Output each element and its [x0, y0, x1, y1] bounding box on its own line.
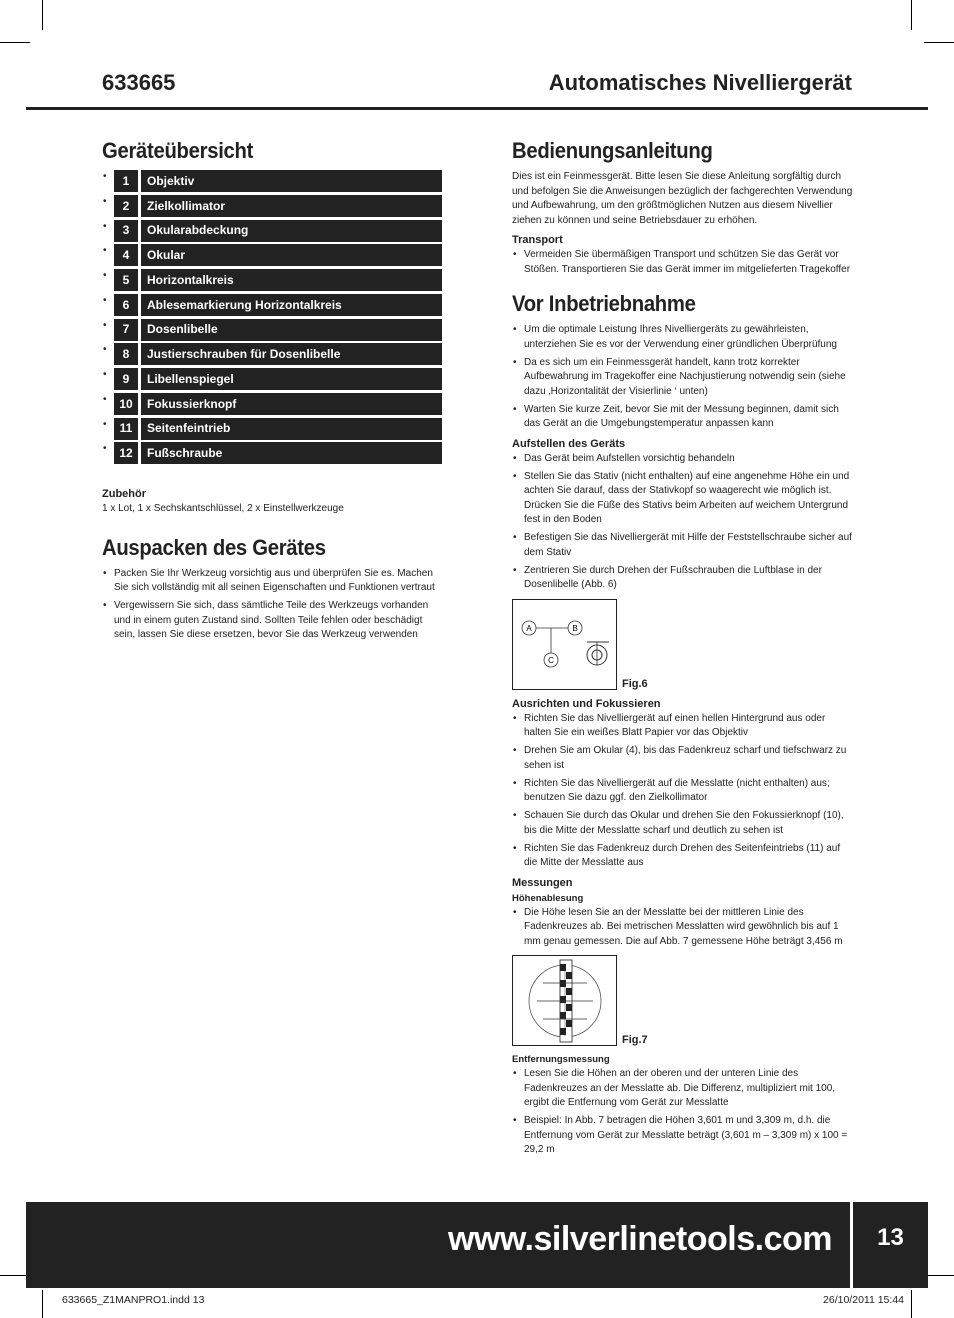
- part-number: • 12: [114, 442, 138, 464]
- part-name: Justierschrauben für Dosenlibelle: [141, 343, 442, 365]
- part-name: Seitenfeintrieb: [141, 418, 442, 440]
- crop-mark: [42, 0, 43, 30]
- part-row: [102, 393, 442, 415]
- footer-banner: [26, 1202, 850, 1288]
- figure-6-diagram: [512, 599, 617, 690]
- crop-mark: [911, 1290, 912, 1318]
- accessories-text: 1 x Lot, 1 x Sechskantschlüssel, 2 x Einstellwerkzeuge: [102, 503, 344, 515]
- list-item: • Schauen Sie durch das Okular und drehen Sie den Fokussierknopf (10), bis die Mitte der Messlatte scharf und deutlich zu sehen ist: [512, 809, 854, 838]
- bubble-level-diagram: [513, 600, 616, 689]
- list-item: • Vergewissern Sie sich, dass sämtliche Teile des Werkzeugs vorhanden und in einem guten Zustand sind. Sollten Teile fehlen oder beschädigt sein, lassen Sie diese ersetzen, bevor Sie das Werkzeug verwenden: [102, 599, 442, 643]
- list-item: • Richten Sie das Nivelliergerät auf die Messlatte (nicht enthalten) aus; benutzen Sie dazu ggf. den Zielkollimator: [512, 777, 854, 806]
- part-row: [102, 170, 442, 192]
- list-item: • Um die optimale Leistung Ihres Nivelliergeräts zu gewährleisten, unterziehen Sie es vor der Verwendung einer gründlichen Überprüfung: [512, 323, 854, 352]
- parts-list: [102, 170, 442, 464]
- distance-heading: Entfernungsmessung: [512, 1054, 610, 1065]
- part-row: [102, 220, 442, 242]
- part-row: [102, 343, 442, 365]
- part-row: [102, 244, 442, 266]
- figure-6-label: Fig.6: [622, 677, 648, 690]
- before-use-heading: Vor Inbetriebnahme: [512, 291, 696, 316]
- unpacking-list: [102, 567, 442, 643]
- figure-7-diagram: [512, 955, 617, 1046]
- part-number: • 9: [114, 368, 138, 390]
- fig6-label-a: A: [526, 623, 532, 633]
- list-item: • Warten Sie kurze Zeit, bevor Sie mit der Messung beginnen, damit sich das Gerät an die Umgebungstemperatur anpassen kann: [512, 403, 854, 432]
- list-item: • Befestigen Sie das Nivelliergerät mit Hilfe der Feststellschraube sicher auf dem Stativ: [512, 531, 854, 560]
- part-name: Fokussierknopf: [141, 393, 442, 415]
- page-number-box: [853, 1202, 928, 1288]
- part-number: • 11: [114, 418, 138, 440]
- page-title: Automatisches Nivelliergerät: [548, 70, 852, 95]
- list-item: • Packen Sie Ihr Werkzeug vorsichtig aus und überprüfen Sie es. Machen Sie sich vollständig mit all seinen Eigenschaften und Funktionen vertraut: [102, 567, 442, 596]
- before-use-list: [512, 323, 854, 432]
- part-number: • 3: [114, 220, 138, 242]
- slug-date: 26/10/2011 15:44: [823, 1294, 904, 1306]
- accessories-heading: Zubehör: [102, 488, 146, 501]
- height-list: [512, 906, 854, 950]
- right-column: [512, 138, 854, 1161]
- part-row: [102, 195, 442, 217]
- slug-file: 633665_Z1MANPRO1.indd 13: [62, 1294, 205, 1306]
- part-number: • 4: [114, 244, 138, 266]
- list-item: • Vermeiden Sie übermäßigen Transport und schützen Sie das Gerät vor Stößen. Transportieren Sie das Gerät immer im mitgelieferten Tragekoffer: [512, 248, 854, 277]
- distance-list: [512, 1067, 854, 1158]
- part-row: [102, 418, 442, 440]
- transport-heading: Transport: [512, 234, 563, 246]
- part-number: • 10: [114, 393, 138, 415]
- part-name: Horizontalkreis: [141, 269, 442, 291]
- list-item: • Stellen Sie das Stativ (nicht enthalten) auf eine angenehme Höhe ein und achten Sie darauf, dass der Stativkopf so waagerecht wie möglich ist. Drücken Sie die Füße des Stativs beim Arbeiten auf weichem Untergrund fest in den Boden: [512, 470, 854, 528]
- product-code: 633665: [102, 70, 176, 95]
- list-item: • Drehen Sie am Okular (4), bis das Fadenkreuz scharf und tiefschwarz zu sehen ist: [512, 744, 854, 773]
- part-row: [102, 442, 442, 464]
- list-item: • Lesen Sie die Höhen an der oberen und der unteren Linie des Fadenkreuzes an der Messlatte ab. Die Differenz, multipliziert mit 100, ergibt die Entfernung vom Gerät zur Messlatte: [512, 1067, 854, 1111]
- staff-reading-diagram: [513, 956, 616, 1045]
- crop-mark: [911, 0, 912, 30]
- part-name: Fußschraube: [141, 442, 442, 464]
- part-name: Zielkollimator: [141, 195, 442, 217]
- instructions-heading: Bedienungsanleitung: [512, 138, 713, 163]
- setup-heading: Aufstellen des Geräts: [512, 437, 626, 450]
- crop-mark: [0, 42, 30, 43]
- part-number: • 7: [114, 319, 138, 341]
- part-number: • 6: [114, 294, 138, 316]
- transport-list: [512, 248, 854, 277]
- page-number: 13: [877, 1224, 904, 1251]
- figure-7-label: Fig.7: [622, 1034, 648, 1046]
- crop-mark: [42, 1290, 43, 1318]
- part-row: [102, 269, 442, 291]
- crop-mark: [924, 1275, 954, 1276]
- figure-7: [512, 955, 854, 1046]
- list-item: • Da es sich um ein Feinmessgerät handelt, kann trotz korrekter Aufbewahrung im Tragekoffer eine Nachjustierung notwendig sein (siehe dazu ‚Horizontalität der Visierlinie ‘ unten): [512, 356, 854, 400]
- part-row: [102, 319, 442, 341]
- part-name: Ablesemarkierung Horizontalkreis: [141, 294, 442, 316]
- list-item: • Richten Sie das Fadenkreuz durch Drehen des Seitenfeintriebs (11) auf die Mitte der Messlatte aus: [512, 842, 854, 871]
- list-item: • Die Höhe lesen Sie an der Messlatte bei der mittleren Linie des Fadenkreuzes ab. Bei metrischen Messlatten wird gewöhnlich bis auf 1 mm genau gemessen. Die auf Abb. 7 gemessene Höhe beträgt 3,456 m: [512, 906, 854, 950]
- part-name: Libellenspiegel: [141, 368, 442, 390]
- setup-list: [512, 452, 854, 593]
- overview-heading: Geräteübersicht: [102, 138, 254, 163]
- measure-heading: Messungen: [512, 876, 573, 889]
- fig6-label-c: C: [548, 655, 554, 665]
- part-name: Objektiv: [141, 170, 442, 192]
- fig6-label-b: B: [572, 623, 578, 633]
- align-list: [512, 712, 854, 871]
- part-name: Okular: [141, 244, 442, 266]
- page-header: [102, 70, 852, 104]
- list-item: • Richten Sie das Nivelliergerät auf einen hellen Hintergrund aus oder halten Sie ein weißes Blatt Papier vor das Objektiv: [512, 712, 854, 741]
- instructions-intro: Dies ist ein Feinmessgerät. Bitte lesen Sie diese Anleitung sorgfältig durch und befolgen Sie die Anweisungen bezüglich der fachgerechten Verwendung und Aufbewahrung, um den größtmöglichen Nutzen aus diesem Nivellier ziehen zu können und seine Betriebsdauer zu erhöhen.: [512, 171, 853, 226]
- height-heading: Höhenablesung: [512, 892, 584, 904]
- part-number: • 5: [114, 269, 138, 291]
- part-row: [102, 368, 442, 390]
- website-link[interactable]: www.silverlinetools.com: [447, 1220, 832, 1258]
- part-number: • 1: [114, 170, 138, 192]
- header-rule: [26, 107, 928, 110]
- part-name: Okularabdeckung: [141, 220, 442, 242]
- left-column: [102, 138, 442, 646]
- part-number: • 2: [114, 195, 138, 217]
- part-name: Dosenlibelle: [141, 319, 442, 341]
- list-item: • Das Gerät beim Aufstellen vorsichtig behandeln: [512, 452, 854, 467]
- figure-6: [512, 599, 854, 690]
- crop-mark: [924, 42, 954, 43]
- unpacking-heading: Auspacken des Gerätes: [102, 534, 326, 560]
- list-item: • Zentrieren Sie durch Drehen der Fußschrauben die Luftblase in der Dosenlibelle (Abb. 6): [512, 564, 854, 593]
- list-item: • Beispiel: In Abb. 7 betragen die Höhen 3,601 m und 3,309 m, d.h. die Entfernung vom Gerät zur Messlatte beträgt (3,601 m – 3,309 m) x 100 = 29,2 m: [512, 1114, 854, 1158]
- align-heading: Ausrichten und Fokussieren: [512, 697, 661, 710]
- part-number: • 8: [114, 343, 138, 365]
- part-row: [102, 294, 442, 316]
